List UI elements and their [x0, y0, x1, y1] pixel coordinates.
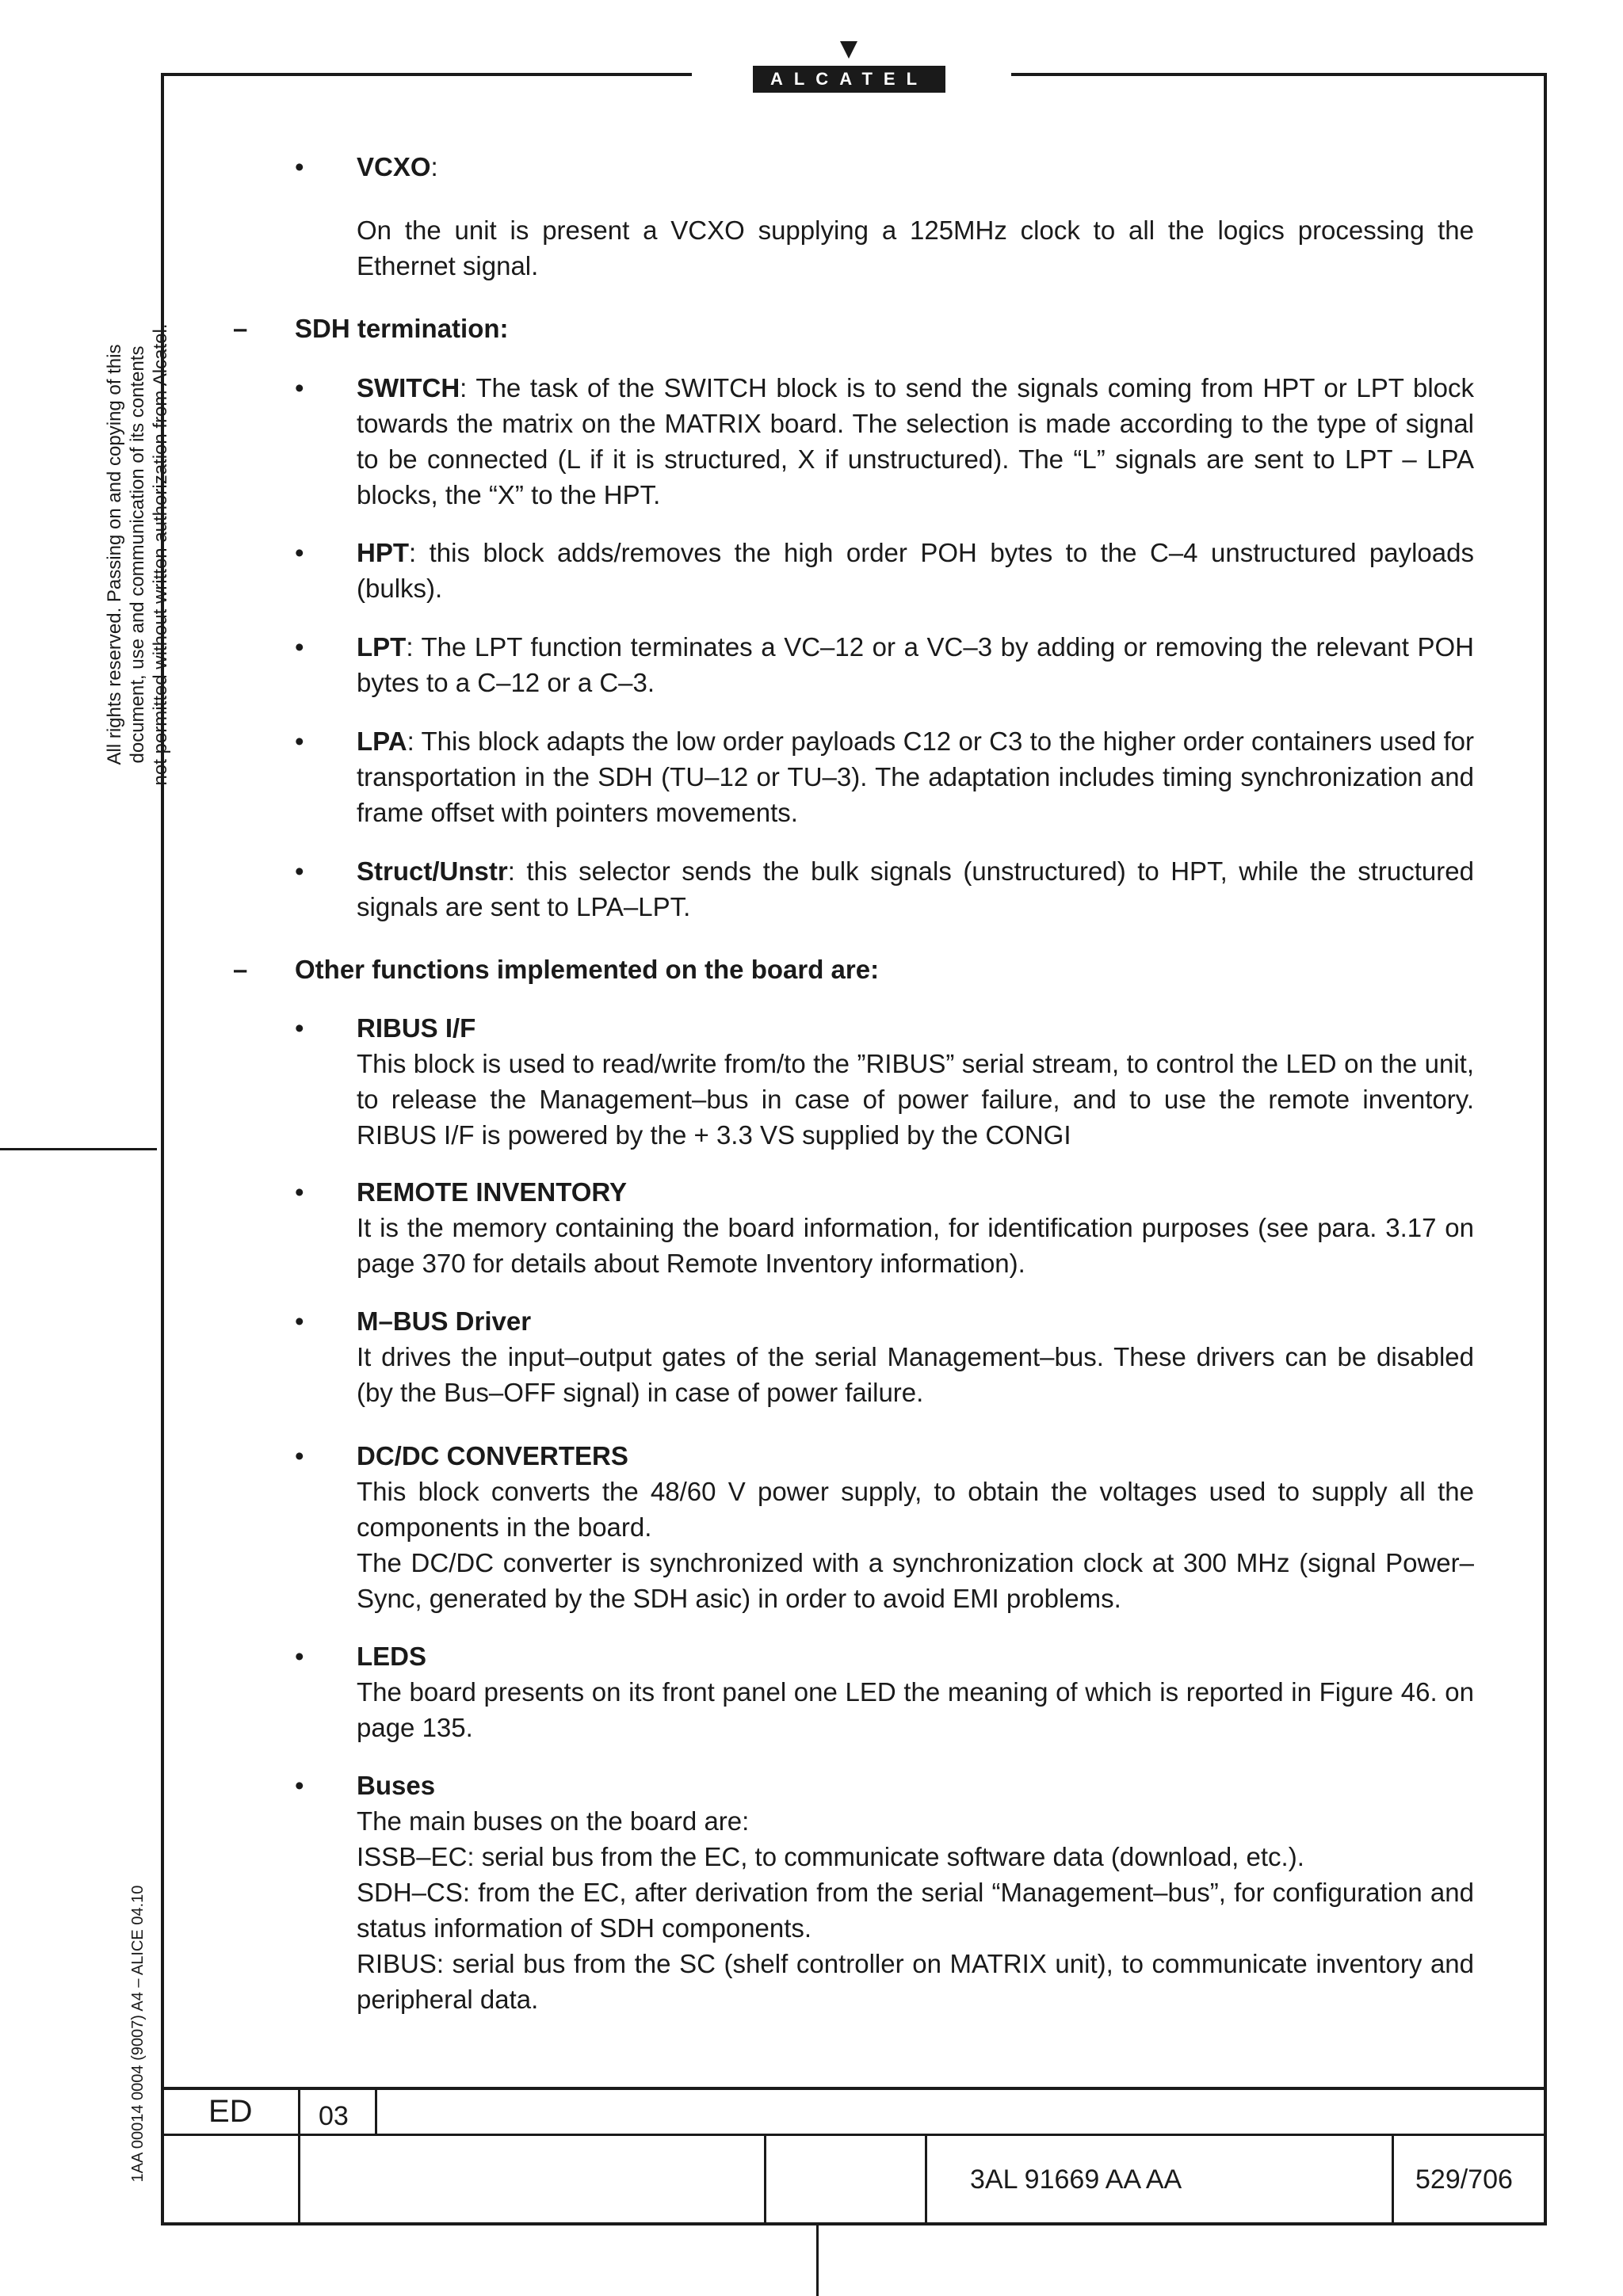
item-text: : The task of the SWITCH block is to send the signals coming from HPT or LPT block towards the matrix on the MATRIX board. The selection is made according to the type of signal to be connected (L if it is structured, X if unstructured). The “L” signals are sent to LPT – LPA blocks, the “X” to the HPT. [357, 373, 1474, 509]
footer-mid-line [161, 2134, 1547, 2136]
bullet-icon: • [295, 1771, 304, 1800]
logo-triangle-icon [840, 41, 857, 59]
frame-top-right [1011, 73, 1547, 76]
sdh-heading: SDH termination: [295, 314, 509, 343]
footer-div-3 [764, 2134, 766, 2225]
rights-line-3: not permitted without written authorization from Alcatel. [150, 323, 171, 786]
bullet-icon: • [295, 373, 304, 402]
footer-div-1 [298, 2087, 300, 2225]
other-item-title: LEDS [357, 1642, 427, 1671]
other-heading: Other functions implemented on the board are: [295, 955, 880, 984]
sdh-item-hpt [357, 535, 1474, 606]
buses-line: RIBUS: serial bus from the SC (shelf controller on MATRIX unit), to communicate inventory and peripheral data. [357, 1949, 1474, 2014]
buses-line: SDH–CS: from the EC, after derivation from the serial “Management–bus”, for configuration and status information of SDH components. [357, 1878, 1474, 1943]
bullet-icon: • [295, 152, 304, 181]
other-item-title: Buses [357, 1771, 436, 1800]
other-item-title: RIBUS I/F [357, 1013, 476, 1043]
footer-top-line [161, 2087, 1547, 2090]
footer-div-5 [1392, 2134, 1394, 2225]
other-item-title: DC/DC CONVERTERS [357, 1441, 628, 1470]
item-text: : The LPT function terminates a VC–12 or a VC–3 by adding or removing the relevant POH bytes to a C–12 or a C–3. [357, 632, 1474, 697]
dash-icon: – [233, 314, 248, 343]
other-item-title: M–BUS Driver [357, 1306, 532, 1336]
sdh-item-switch [357, 370, 1474, 513]
ed-value: 03 [319, 2101, 349, 2131]
item-text: : this block adds/removes the high order POH bytes to the C–4 unstructured payloads (bulks). [357, 538, 1474, 603]
frame-top-left [161, 73, 692, 76]
other-item-text: It drives the input–output gates of the serial Management–bus. These drivers can be disabled (by the Bus–OFF signal) in case of power failure. [357, 1342, 1474, 1407]
item-text: : This block adapts the low order payloads C12 or C3 to the higher order containers used for transportation in the SDH (TU–12 or TU–3). The adaptation includes timing synchronization and frame offset with pointers movements. [357, 727, 1474, 827]
footer-div-4 [925, 2134, 927, 2225]
bullet-icon: • [295, 1013, 304, 1043]
buses-line: The main buses on the board are: [357, 1806, 750, 1836]
frame-right [1544, 73, 1547, 2225]
rights-notice [103, 285, 174, 824]
margin-mark [0, 1148, 157, 1150]
item-text: : this selector sends the bulk signals (unstructured) to HPT, while the structured signals are sent to LPA–LPT. [357, 856, 1474, 921]
sdh-item-lpt [357, 629, 1474, 700]
vcxo-heading [357, 149, 1474, 185]
other-item-title: REMOTE INVENTORY [357, 1177, 628, 1207]
bullet-icon: • [295, 1642, 304, 1671]
item-title: HPT [357, 538, 409, 567]
doc-code: 3AL 91669 AA AA [970, 2164, 1182, 2195]
other-item-text: This block converts the 48/60 V power supply, to obtain the voltages used to supply all the components in the board. [357, 1477, 1474, 1542]
other-item-text: This block is used to read/write from/to the ”RIBUS” serial stream, to control the LED on the unit, to release the Management–bus in case of power failure, and to use the remote inventory. RIBUS I/F is powered by the + 3.3 VS supplied by the CONGI [357, 1049, 1474, 1150]
item-title: LPA [357, 727, 407, 756]
vcxo-text: On the unit is present a VCXO supplying a 125MHz clock to all the logics processing the Ethernet signal. [357, 215, 1474, 280]
item-title: LPT [357, 632, 407, 662]
vcxo-title: VCXO [357, 152, 431, 181]
rights-line-2: document, use and communication of its contents [127, 345, 148, 764]
frame-bottom [161, 2222, 1547, 2225]
alcatel-logo: ALCATEL [753, 66, 945, 93]
bullet-icon: • [295, 1177, 304, 1207]
other-item-text: The board presents on its front panel one LED the meaning of which is reported in Figure 46. on page 135. [357, 1677, 1474, 1742]
item-title: SWITCH [357, 373, 460, 402]
bullet-icon: • [295, 1441, 304, 1470]
bullet-icon: • [295, 632, 304, 662]
sdh-item-lpa [357, 723, 1474, 830]
vcxo-suffix: : [430, 152, 438, 181]
sdh-item-struct [357, 853, 1474, 925]
rights-line-1: All rights reserved. Passing on and copying of this [104, 344, 125, 765]
bullet-icon: • [295, 1306, 304, 1336]
bullet-icon: • [295, 856, 304, 886]
other-item-text: It is the memory containing the board information, for identification purposes (see para. 3.17 on page 370 for details about Remote Inventory information). [357, 1213, 1474, 1278]
dash-icon: – [233, 955, 248, 984]
bullet-icon: • [295, 727, 304, 756]
bullet-icon: • [295, 538, 304, 567]
footer-div-2 [375, 2087, 377, 2134]
other-item-text-2: The DC/DC converter is synchronized with a synchronization clock at 300 MHz (signal Power–Sync, generated by the SDH asic) in order to avoid EMI problems. [357, 1548, 1474, 1613]
footer-tail [816, 2225, 819, 2296]
page-number: 529/706 [1415, 2164, 1513, 2195]
item-title: Struct/Unstr [357, 856, 508, 886]
ed-label: ED [208, 2094, 253, 2129]
buses-line: ISSB–EC: serial bus from the EC, to communicate software data (download, etc.). [357, 1842, 1304, 1871]
form-code: 1AA 00014 0004 (9007) A4 – ALICE 04.10 [129, 1885, 147, 2183]
